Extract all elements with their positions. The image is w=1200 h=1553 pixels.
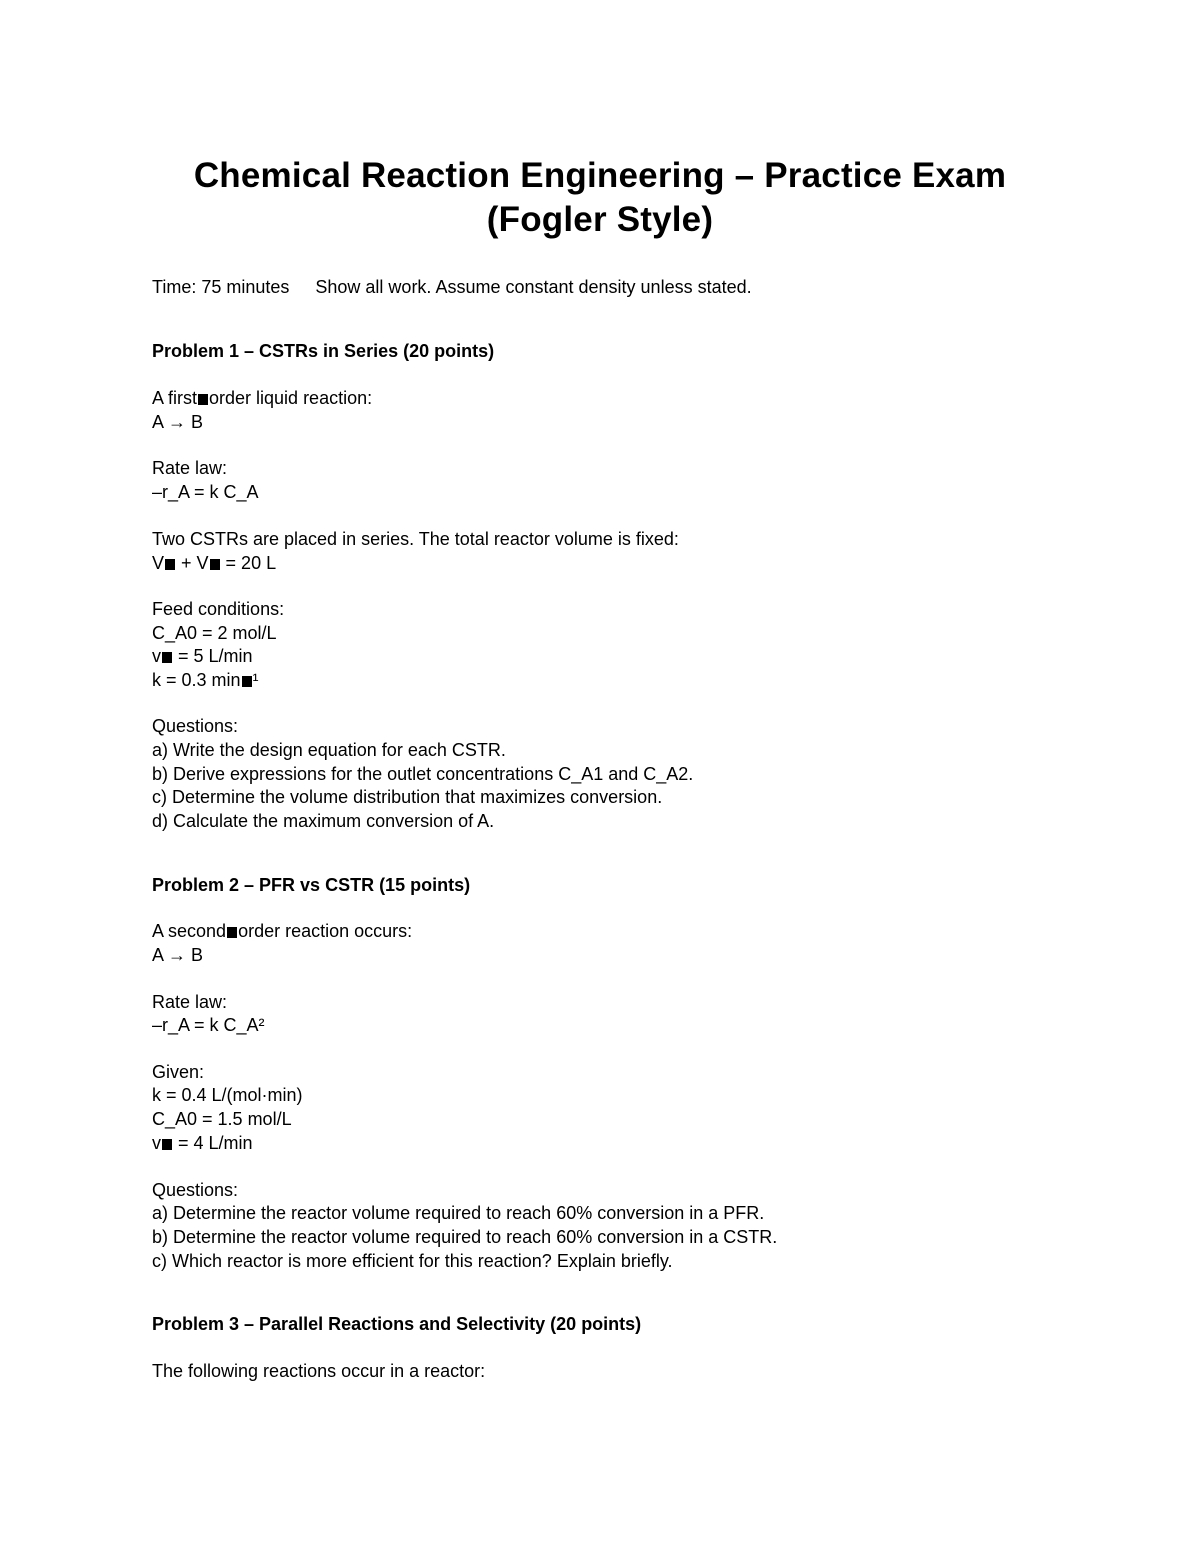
problem1-v0: v = 5 L/min [152,646,253,666]
problem2-rate-law: –r_A = k C_A² [152,1015,265,1035]
instructions-text: Show all work. Assume constant density unless stated. [315,277,752,297]
page-title: Chemical Reaction Engineering – Practice Exam [193,156,1007,195]
problem1-rate-law-label: Rate law: [152,458,228,478]
problem2-question-a: a) Determine the reactor volume required to reach 60% conversion in a PFR. [152,1203,765,1223]
missing-glyph-box [162,652,172,663]
problem2-questions-label: Questions: [152,1180,239,1200]
missing-glyph-box [242,676,252,687]
problem2-reaction: A → B [152,945,204,965]
problem2-question-c: c) Which reactor is more efficient for this reaction? Explain briefly. [152,1251,673,1271]
problem2-v0: v = 4 L/min [152,1133,253,1153]
missing-glyph-box [165,559,175,570]
problem3-heading: Problem 3 – Parallel Reactions and Selectivity (20 points) [152,1314,642,1334]
problem2-intro: A second order reaction occurs: [152,921,413,941]
problem1-heading: Problem 1 – CSTRs in Series (20 points) [152,341,495,361]
problem2-ca0: C_A0 = 1.5 mol/L [152,1109,292,1129]
time-limit: Time: 75 minutes [152,277,290,297]
problem1-questions-label: Questions: [152,716,239,736]
problem1-ca0: C_A0 = 2 mol/L [152,623,277,643]
problem1-series-text: Two CSTRs are placed in series. The total reactor volume is fixed: [152,529,679,549]
problem1-feed-label: Feed conditions: [152,599,285,619]
problem1-question-b: b) Derive expressions for the outlet concentrations C_A1 and C_A2. [152,764,694,784]
problem1-rate-law: –r_A = k C_A [152,482,259,502]
problem1-k: k = 0.3 min ¹ [152,670,259,690]
problem2-heading: Problem 2 – PFR vs CSTR (15 points) [152,875,471,895]
problem3-intro: The following reactions occur in a reactor: [152,1361,486,1381]
problem2-question-b: b) Determine the reactor volume required to reach 60% conversion in a CSTR. [152,1227,778,1247]
missing-glyph-box [210,559,220,570]
missing-glyph-box [198,394,208,405]
problem1-volume-constraint: V + V = 20 L [152,553,277,573]
page-subtitle: (Fogler Style) [486,200,714,239]
missing-glyph-box [162,1139,172,1150]
problem2-given-label: Given: [152,1062,205,1082]
problem1-question-a: a) Write the design equation for each CSTR. [152,740,506,760]
exam-instructions-line [152,275,752,299]
problem2-k: k = 0.4 L/(mol·min) [152,1085,303,1105]
problem1-reaction: A → B [152,412,204,432]
problem2-rate-law-label: Rate law: [152,992,228,1012]
missing-glyph-box [227,927,237,938]
problem1-intro: A first order liquid reaction: [152,388,373,408]
problem1-question-c: c) Determine the volume distribution that maximizes conversion. [152,787,663,807]
problem1-question-d: d) Calculate the maximum conversion of A. [152,811,495,831]
